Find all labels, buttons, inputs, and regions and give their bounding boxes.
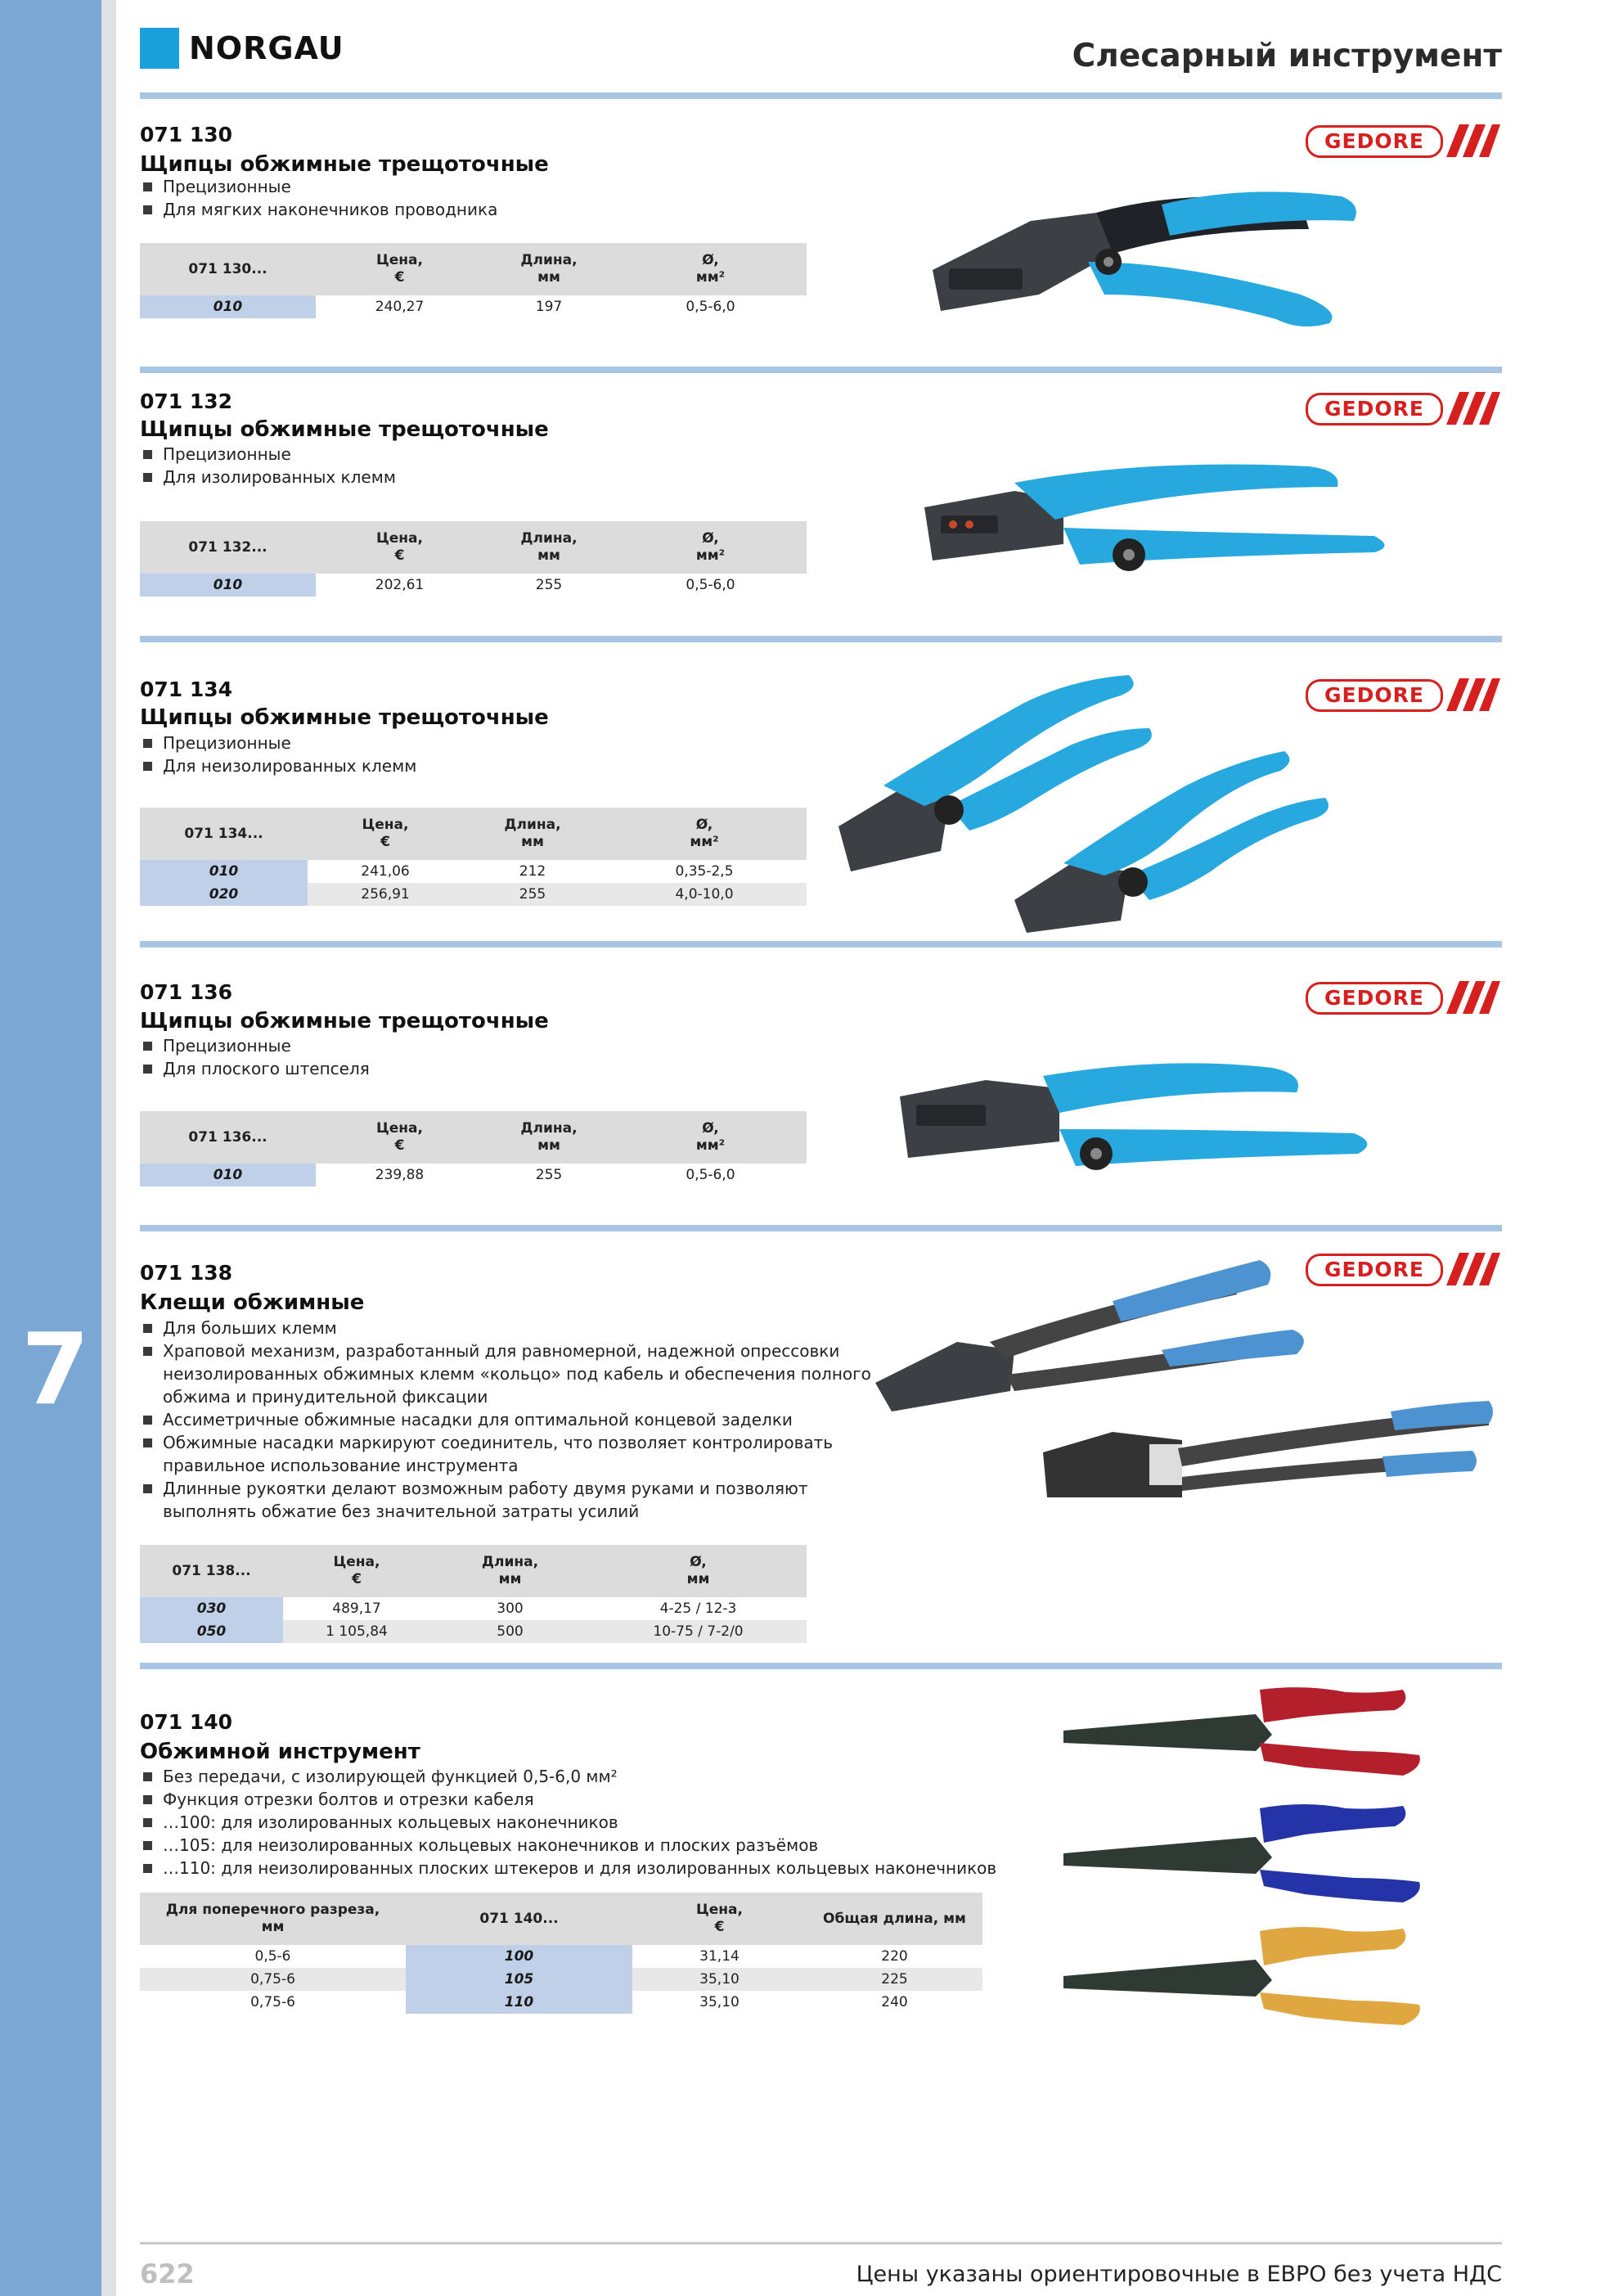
page-title: Слесарный инструмент — [1072, 38, 1502, 74]
table-cell: 35,10 — [632, 1968, 807, 1991]
price-table — [140, 1545, 807, 1643]
feature-item: Прецизионные — [140, 443, 396, 466]
table-cell: 010 — [140, 860, 308, 883]
table-cell: 0,5-6,0 — [686, 299, 735, 315]
table-cell: 240,27 — [375, 299, 425, 315]
table-row — [140, 883, 807, 906]
product-code: 071 140 — [140, 1710, 233, 1734]
feature-list — [140, 443, 396, 488]
table-header: Для поперечного разреза, мм — [140, 1893, 406, 1945]
table-row — [140, 574, 807, 597]
side-stripe — [101, 0, 116, 2296]
gedore-logo: GEDORE — [1306, 982, 1443, 1015]
table-row — [140, 1164, 807, 1186]
table-cell: 241,06 — [361, 863, 410, 880]
table-header: Цена, € — [308, 808, 463, 860]
table-cell: 110 — [406, 1991, 632, 2014]
table-cell: 500 — [430, 1620, 590, 1643]
table-row — [140, 860, 807, 883]
table-row — [140, 1968, 982, 1991]
feature-list — [140, 1317, 871, 1523]
table-row — [140, 1991, 982, 2014]
section-rule — [140, 367, 1502, 373]
feature-item-continued: обжима и принудительной фиксации — [163, 1387, 488, 1407]
table-header: Цена, € — [316, 243, 483, 295]
table-cell: 220 — [881, 1948, 908, 1965]
feature-item: Прецизионные — [140, 1034, 370, 1057]
table-header: Ø, мм — [590, 1545, 807, 1597]
price-table — [140, 808, 807, 906]
table-cell: 225 — [807, 1968, 982, 1991]
long-handle-crimpers-image — [867, 1252, 1497, 1522]
table-header: Длина, мм — [483, 521, 614, 574]
table-header: Общая длина, мм — [807, 1893, 982, 1945]
table-row — [140, 1620, 807, 1643]
product-code: 071 134 — [140, 678, 233, 701]
feature-item: Для изолированных клемм — [140, 466, 396, 488]
price-table — [140, 243, 807, 318]
gedore-slashes-icon — [1446, 124, 1500, 157]
crimping-pliers-image — [916, 450, 1407, 614]
feature-item: Для неизолированных клемм — [140, 754, 416, 777]
crimping-pliers-pair-image — [826, 663, 1342, 941]
product-code: 071 132 — [140, 389, 233, 413]
feature-item: …110: для неизолированных плоских штекеров и для изолированных кольцевых наконечников — [140, 1857, 996, 1880]
feature-item: Храповой механизм, разработанный для равномерной, надежной опрессовки — [140, 1339, 871, 1362]
table-cell: 255 — [535, 1167, 563, 1183]
section-rule — [140, 1225, 1502, 1231]
table-header: 071 134... — [140, 808, 308, 860]
price-table — [140, 1111, 807, 1186]
norgau-logo-square — [140, 28, 179, 69]
table-header: 071 132... — [140, 521, 316, 574]
table-cell: 489,17 — [332, 1600, 381, 1617]
product-name: Обжимной инструмент — [140, 1740, 420, 1764]
table-header: Длина, мм — [463, 808, 602, 860]
table-row — [140, 1945, 982, 1968]
product-name: Клещи обжимные — [140, 1290, 365, 1315]
section-rule — [140, 1663, 1502, 1669]
table-cell: 255 — [463, 883, 602, 906]
table-cell: 0,5-6 — [254, 1948, 291, 1965]
table-cell: 0,75-6 — [140, 1968, 406, 1991]
feature-list — [140, 732, 416, 777]
gedore-logo: GEDORE — [1306, 393, 1443, 425]
feature-item: Прецизионные — [140, 732, 416, 754]
table-header: 071 138... — [140, 1545, 283, 1597]
section-rule — [140, 636, 1502, 642]
table-header: 071 130... — [140, 243, 316, 295]
table-cell: 35,10 — [699, 1994, 740, 2010]
table-header: Цена, € — [632, 1893, 807, 1945]
feature-item-continued: правильное использование инструмента — [163, 1456, 519, 1475]
table-row — [140, 295, 807, 318]
table-header: Цена, € — [316, 521, 483, 574]
feature-item: …100: для изолированных кольцевых наконечников — [140, 1811, 996, 1834]
product-code: 071 136 — [140, 980, 233, 1004]
table-cell: 010 — [140, 295, 316, 318]
table-header: Длина, мм — [483, 243, 614, 295]
feature-item: Для мягких наконечников проводника — [140, 198, 497, 221]
chapter-number: 7 — [21, 1313, 90, 1427]
feature-list — [140, 1034, 370, 1080]
table-row — [140, 1597, 807, 1620]
table-cell: 050 — [140, 1620, 283, 1643]
price-table — [140, 521, 807, 597]
table-cell: 202,61 — [375, 577, 425, 593]
table-cell: 4,0-10,0 — [602, 883, 807, 906]
table-cell: 030 — [140, 1597, 283, 1620]
table-cell: 0,75-6 — [250, 1994, 295, 2010]
feature-item: …105: для неизолированных кольцевых наконечников и плоских разъёмов — [140, 1834, 996, 1857]
table-cell: 197 — [535, 299, 563, 315]
feature-list — [140, 175, 497, 221]
table-header: 071 136... — [140, 1111, 316, 1164]
brand-name: NORGAU — [189, 30, 344, 66]
crimping-pliers-image — [896, 1051, 1378, 1199]
table-header: Ø, мм² — [614, 521, 807, 574]
feature-item: Ассиметричные обжимные насадки для оптимальной концевой заделки — [140, 1408, 871, 1431]
table-cell: 240 — [881, 1994, 908, 2010]
side-band — [0, 0, 101, 2296]
table-cell: 10-75 / 7-2/0 — [590, 1620, 807, 1643]
product-name: Щипцы обжимные трещоточные — [140, 152, 549, 177]
feature-item: Длинные рукоятки делают возможным работу двумя руками и позволяют — [140, 1477, 871, 1500]
product-name: Щипцы обжимные трещоточные — [140, 705, 549, 730]
product-code: 071 130 — [140, 123, 233, 146]
table-cell: 020 — [140, 883, 308, 906]
feature-item-continued: неизолированных обжимных клемм «кольцо» под кабель и обеспечения полного — [163, 1364, 871, 1384]
section-rule — [140, 92, 1502, 99]
product-name: Щипцы обжимные трещоточные — [140, 417, 549, 442]
table-cell: 105 — [406, 1968, 632, 1991]
feature-item: Для плоского штепселя — [140, 1057, 370, 1080]
gedore-logo: GEDORE — [1306, 125, 1443, 158]
table-cell: 212 — [519, 863, 546, 880]
table-cell: 0,5-6,0 — [686, 577, 735, 593]
table-cell: 0,5-6,0 — [686, 1167, 735, 1183]
table-cell: 1 105,84 — [283, 1620, 430, 1643]
gedore-slashes-icon — [1446, 392, 1500, 425]
table-cell: 239,88 — [375, 1167, 425, 1183]
feature-item: Обжимные насадки маркируют соединитель, что позволяет контролировать — [140, 1431, 871, 1454]
table-cell: 256,91 — [308, 883, 463, 906]
feature-item: Функция отрезки болтов и отрезки кабеля — [140, 1788, 996, 1811]
table-cell: 010 — [140, 574, 316, 597]
table-header: Цена, € — [316, 1111, 483, 1164]
page-number: 622 — [140, 2258, 195, 2289]
table-header: 071 140... — [406, 1893, 632, 1945]
table-cell: 300 — [497, 1600, 524, 1617]
footer-rule — [140, 2242, 1502, 2244]
table-header: Ø, мм² — [614, 1111, 807, 1164]
product-code: 071 138 — [140, 1261, 233, 1285]
feature-item: Без передачи, с изолирующей функцией 0,5-6,0 мм² — [140, 1765, 996, 1788]
table-cell: 0,35-2,5 — [675, 863, 734, 880]
feature-item-continued: выполнять обжатие без значительной затраты усилий — [163, 1501, 640, 1521]
gedore-logo: GEDORE — [1306, 1254, 1443, 1286]
price-disclaimer: Цены указаны ориентировочные в ЕВРО без учета НДС — [856, 2262, 1502, 2287]
table-cell: 31,14 — [699, 1948, 740, 1965]
section-rule — [140, 941, 1502, 948]
table-header: Длина, мм — [430, 1545, 590, 1597]
table-cell: 4-25 / 12-3 — [659, 1600, 737, 1617]
feature-item: Для больших клемм — [140, 1317, 871, 1339]
table-header: Ø, мм² — [614, 243, 807, 295]
table-cell: 255 — [535, 577, 563, 593]
feature-item: Прецизионные — [140, 175, 497, 198]
crimping-pliers-image — [916, 172, 1407, 352]
product-name: Щипцы обжимные трещоточные — [140, 1009, 549, 1033]
table-cell: 010 — [140, 1164, 316, 1186]
feature-list — [140, 1765, 996, 1880]
table-header: Цена, € — [283, 1545, 430, 1597]
price-table — [140, 1893, 982, 2014]
wire-crimper-set-image — [1059, 1686, 1452, 2046]
gedore-slashes-icon — [1446, 678, 1500, 711]
table-header: Ø, мм² — [602, 808, 807, 860]
gedore-slashes-icon — [1446, 981, 1500, 1014]
gedore-logo: GEDORE — [1306, 679, 1443, 712]
table-header: Длина, мм — [483, 1111, 614, 1164]
table-cell: 100 — [406, 1945, 632, 1968]
